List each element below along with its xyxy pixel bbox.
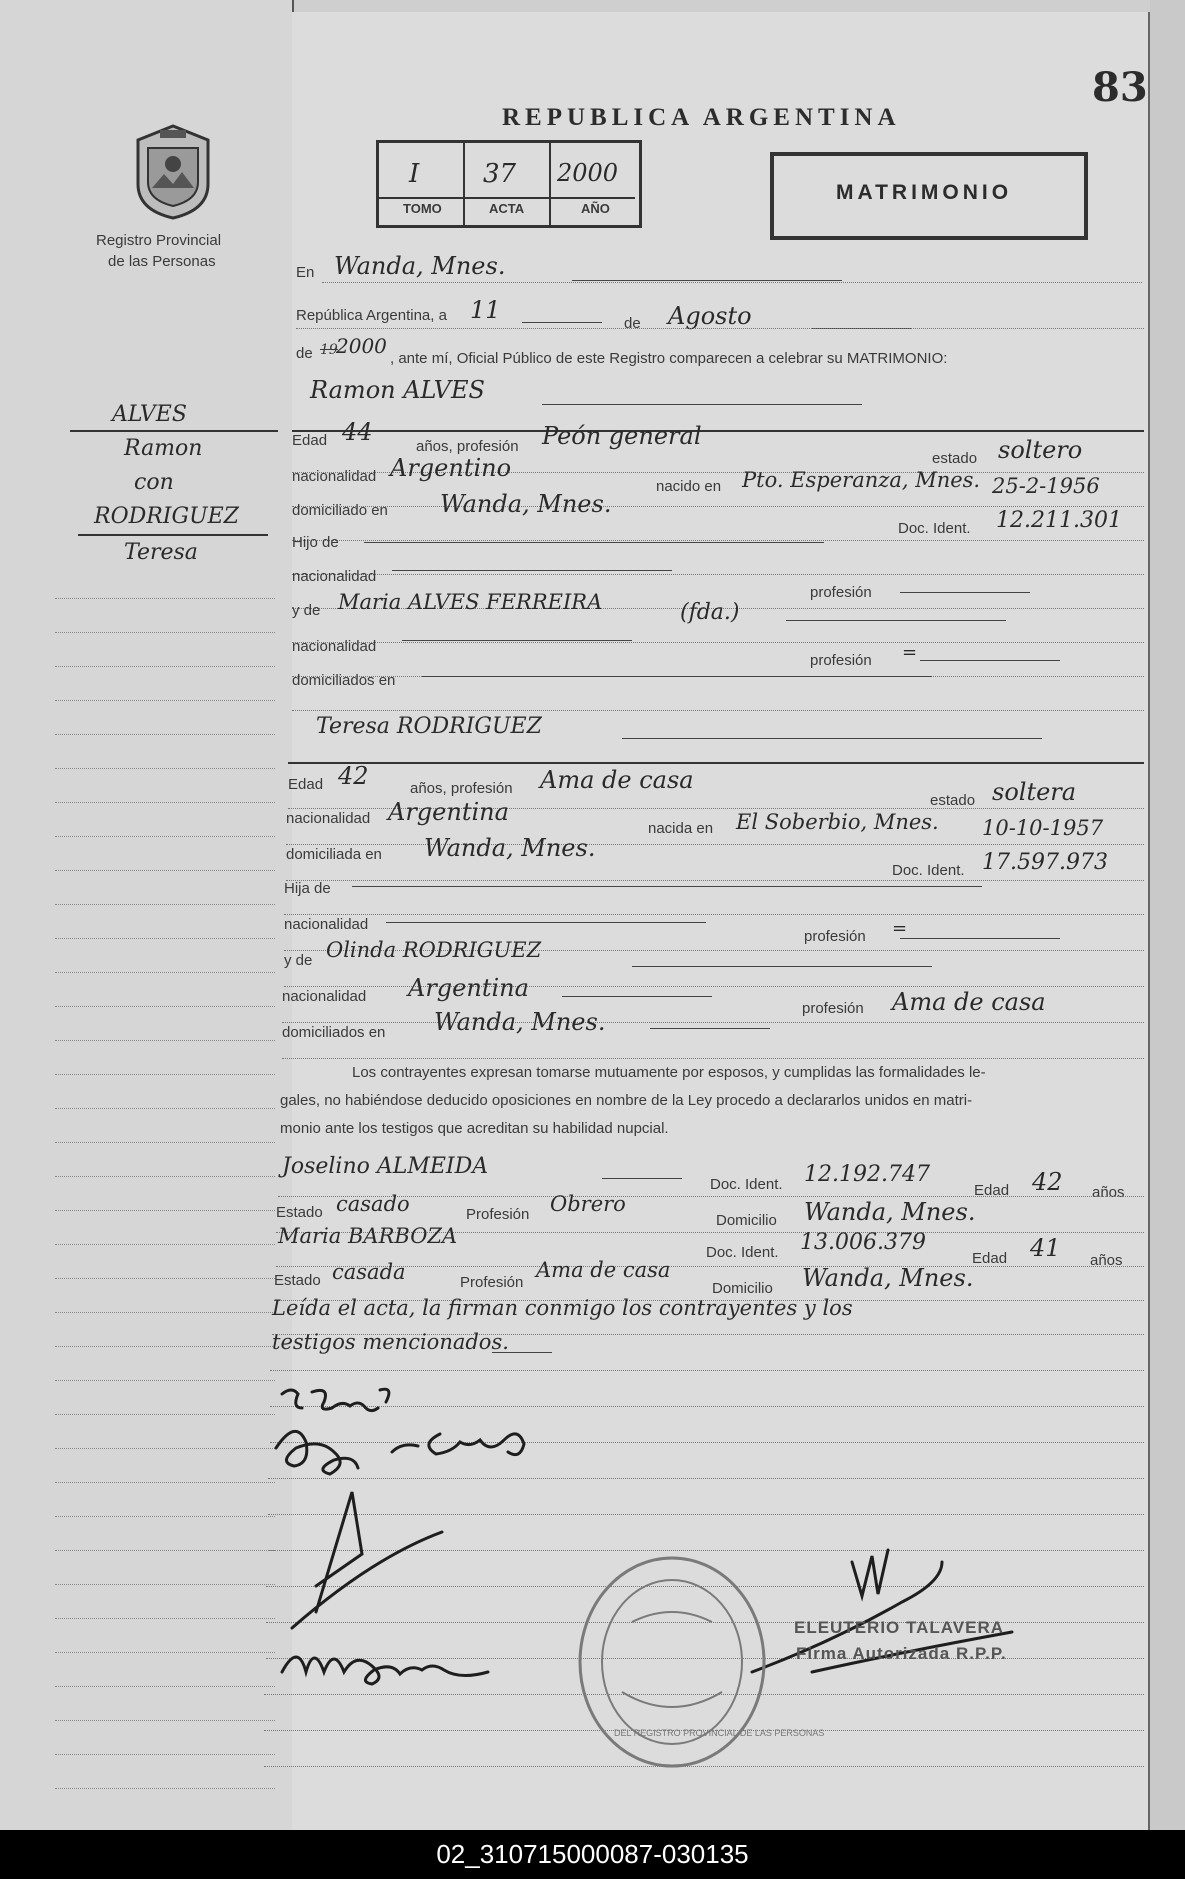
witness-1-doc-label: Doc. Ident.	[710, 1176, 783, 1193]
groom-domicile: Wanda, Mnes.	[440, 490, 612, 518]
margin-line-2	[78, 534, 268, 536]
bride-estado-label: estado	[930, 792, 976, 809]
bride-dom-label: domiciliada en	[286, 846, 382, 863]
fill-line	[632, 966, 932, 967]
year-struck: 19	[320, 342, 338, 358]
fill-line	[900, 592, 1030, 593]
fill-line	[900, 938, 1060, 939]
fill-line	[522, 322, 602, 323]
witness-2-estado: casada	[332, 1260, 406, 1284]
registry-name-line-2: de las Personas	[108, 253, 216, 270]
bride-anos-prof-label: años, profesión	[410, 780, 513, 797]
year-prefix: de	[296, 345, 313, 362]
ruled-line	[282, 1022, 1144, 1023]
witness-1-domicile: Wanda, Mnes.	[804, 1198, 976, 1226]
margin-name-groom: Ramon	[124, 436, 203, 461]
bride-doc: 17.597.973	[982, 850, 1108, 875]
bride-yde-label: y de	[284, 952, 313, 969]
witness-2-dom-label: Domicilio	[712, 1280, 773, 1297]
reference-box	[376, 140, 642, 228]
fill-line	[402, 640, 632, 641]
witness-2-name: Maria BARBOZA	[278, 1224, 458, 1248]
groom-nac-label: nacionalidad	[292, 468, 377, 485]
groom-dom-label: domiciliado en	[292, 502, 388, 519]
bride-doc-label: Doc. Ident.	[892, 862, 965, 879]
bride-estado: soltera	[992, 778, 1077, 806]
groom-parents-dom-label: domiciliados en	[292, 672, 396, 689]
rep-label: República Argentina, a	[296, 307, 447, 324]
country-heading: REPUBLICA ARGENTINA	[502, 104, 901, 131]
groom-mother-prof: =	[902, 642, 918, 663]
bride-name: Teresa RODRIGUEZ	[316, 714, 542, 739]
en-label: En	[296, 264, 315, 281]
declaration-line-1: Los contrayentes expresan tomarse mutuamente por esposos, y cumplidas las formalidades le-	[352, 1064, 986, 1081]
ref-tomo: I	[409, 159, 420, 189]
groom-hijo-label: Hijo de	[292, 534, 339, 551]
margin-column	[0, 0, 294, 1830]
groom-nationality: Argentino	[390, 454, 512, 482]
bride-nac-label: nacionalidad	[286, 810, 371, 827]
ref-acta-label: ACTA	[489, 201, 525, 216]
bride-father-nac-label: nacionalidad	[284, 916, 369, 933]
fill-line	[352, 886, 982, 887]
ref-tomo-label: TOMO	[403, 201, 442, 216]
witness-2-prof-label: Profesión	[460, 1274, 524, 1291]
ruled-line	[292, 540, 1144, 541]
groom-yde-label: y de	[292, 602, 321, 619]
ruled-line	[292, 710, 1144, 711]
fill-line	[492, 1352, 552, 1353]
scan-right-edge	[1150, 0, 1185, 1830]
groom-anos-prof-label: años, profesión	[416, 438, 519, 455]
ruled-line	[292, 574, 1144, 575]
act-place: Wanda, Mnes.	[334, 252, 506, 280]
ruled-line	[286, 844, 1144, 845]
groom-mother: Maria ALVES FERREIRA	[338, 590, 603, 614]
fill-line	[622, 738, 1042, 739]
fill-line	[650, 1028, 770, 1029]
groom-estado: soltero	[998, 436, 1083, 464]
closing-line-1: Leída el acta, la firman conmigo los contrayentes y los	[272, 1296, 853, 1320]
groom-mother-note: (fda.)	[680, 600, 740, 625]
act-type-box	[770, 152, 1088, 240]
ref-ano: 2000	[557, 159, 619, 187]
certificate-page	[272, 12, 1150, 1830]
footer-code: 02_310715000087-030135	[0, 1830, 1185, 1879]
bride-hija-label: Hija de	[284, 880, 331, 897]
margin-name-bride: Teresa	[124, 540, 198, 565]
witness-1-dom-label: Domicilio	[716, 1212, 777, 1229]
ruled-line	[276, 1266, 1144, 1267]
witness-2-anos-label: años	[1090, 1252, 1123, 1269]
seal-text: DEL REGISTRO PROVINCIAL DE LAS PERSONAS	[614, 1728, 825, 1738]
margin-surname-bride: RODRIGUEZ	[94, 504, 239, 529]
bride-mother-prof: Ama de casa	[892, 988, 1046, 1016]
bride-parents-dom-label: domiciliados en	[282, 1024, 386, 1041]
groom-mother-prof-label: profesión	[810, 652, 872, 669]
bride-birthdate: 10-10-1957	[982, 816, 1104, 840]
ruled-line	[284, 914, 1144, 915]
groom-nacido-label: nacido en	[656, 478, 722, 495]
section-rule	[292, 430, 1144, 432]
act-month: Agosto	[668, 302, 752, 330]
bride-nationality: Argentina	[388, 798, 509, 826]
act-day: 11	[470, 296, 501, 324]
bride-mother-prof-label: profesión	[802, 1000, 864, 1017]
registry-crest-icon	[130, 122, 216, 222]
groom-doc: 12.211.301	[996, 508, 1122, 533]
closing-line-2: testigos mencionados.	[272, 1330, 509, 1354]
de-label: de	[624, 315, 641, 332]
ref-ano-label: AÑO	[581, 201, 610, 216]
bride-nacida-label: nacida en	[648, 820, 714, 837]
groom-edad: 44	[342, 418, 373, 446]
witness-1-prof-label: Profesión	[466, 1206, 530, 1223]
groom-estado-label: estado	[932, 450, 978, 467]
witness-1-estado-label: Estado	[276, 1204, 323, 1221]
page-number: 83	[1092, 64, 1148, 111]
bride-mother-nac-label: nacionalidad	[282, 988, 367, 1005]
witness-1-edad: 42	[1032, 1168, 1063, 1196]
bride-birthplace: El Soberbio, Mnes.	[736, 810, 939, 834]
groom-birthdate: 25-2-1956	[992, 474, 1100, 498]
groom-edad-label: Edad	[292, 432, 328, 449]
bride-mother-nationality: Argentina	[408, 974, 529, 1002]
witness-1-doc: 12.192.747	[804, 1162, 930, 1187]
ruled-line	[322, 282, 1142, 283]
groom-mother-nac-label: nacionalidad	[292, 638, 377, 655]
witness-2-edad-label: Edad	[972, 1250, 1008, 1267]
ruled-line	[286, 880, 1144, 881]
witness-2-estado-label: Estado	[274, 1272, 321, 1289]
groom-birthplace: Pto. Esperanza, Mnes.	[742, 468, 981, 492]
registry-name-line-1: Registro Provincial	[96, 232, 222, 249]
fill-line	[364, 542, 824, 543]
fill-line	[542, 404, 862, 405]
fill-line	[572, 280, 842, 281]
fill-line	[386, 922, 706, 923]
bride-father-prof-label: profesión	[804, 928, 866, 945]
declaration-line-2: gales, no habiéndose deducido oposiciones en nombre de la Ley procedo a declararlos unidos en matri-	[280, 1092, 973, 1109]
groom-doc-label: Doc. Ident.	[898, 520, 971, 537]
fill-line	[920, 660, 1060, 661]
bride-parents-domicile: Wanda, Mnes.	[434, 1008, 606, 1036]
margin-line-1	[70, 430, 278, 432]
fill-line	[562, 996, 712, 997]
groom-father-prof-label: profesión	[810, 584, 872, 601]
margin-con: con	[134, 470, 174, 495]
witness-1-anos-label: años	[1092, 1184, 1125, 1201]
groom-father-nac-label: nacionalidad	[292, 568, 377, 585]
fill-line	[422, 676, 932, 677]
fill-line	[786, 620, 1006, 621]
witness-1-name: Joselino ALMEIDA	[282, 1154, 489, 1179]
margin-surname-groom: ALVES	[112, 402, 187, 427]
witness-1-estado: casado	[336, 1192, 410, 1216]
fill-line	[392, 570, 672, 571]
witness-2-profession: Ama de casa	[536, 1258, 671, 1282]
groom-name: Ramon ALVES	[310, 376, 485, 404]
intro-text: , ante mí, Oficial Público de este Registro comparecen a celebrar su MATRIMONIO:	[390, 350, 948, 367]
witness-2-edad: 41	[1030, 1234, 1061, 1262]
act-year: 2000	[336, 334, 387, 358]
fill-line	[602, 1178, 682, 1179]
bride-father-prof: =	[892, 918, 908, 939]
bride-profession: Ama de casa	[540, 766, 694, 794]
witness-2-doc: 13.006.379	[800, 1230, 926, 1255]
official-name: ELEUTERIO TALAVERA	[794, 1618, 1005, 1637]
act-type: MATRIMONIO	[836, 181, 1013, 204]
ruled-line	[296, 328, 1144, 329]
bride-edad-label: Edad	[288, 776, 324, 793]
witness-2-domicile: Wanda, Mnes.	[802, 1264, 974, 1292]
ref-acta: 37	[483, 159, 517, 189]
witness-1-profession: Obrero	[550, 1192, 626, 1216]
declaration-line-3: monio ante los testigos que acreditan su habilidad nupcial.	[280, 1120, 669, 1137]
section-rule	[288, 762, 1144, 764]
bride-edad: 42	[338, 762, 369, 790]
witness-1-edad-label: Edad	[974, 1182, 1010, 1199]
witness-2-doc-label: Doc. Ident.	[706, 1244, 779, 1261]
ruled-line	[282, 1058, 1144, 1059]
bride-mother: Olinda RODRIGUEZ	[326, 938, 542, 962]
bride-domicile: Wanda, Mnes.	[424, 834, 596, 862]
groom-profession: Peón general	[542, 422, 702, 450]
ruled-line	[292, 506, 1144, 507]
ruled-line	[292, 642, 1144, 643]
official-authority: Firma Autorizada R.P.P.	[796, 1644, 1007, 1663]
